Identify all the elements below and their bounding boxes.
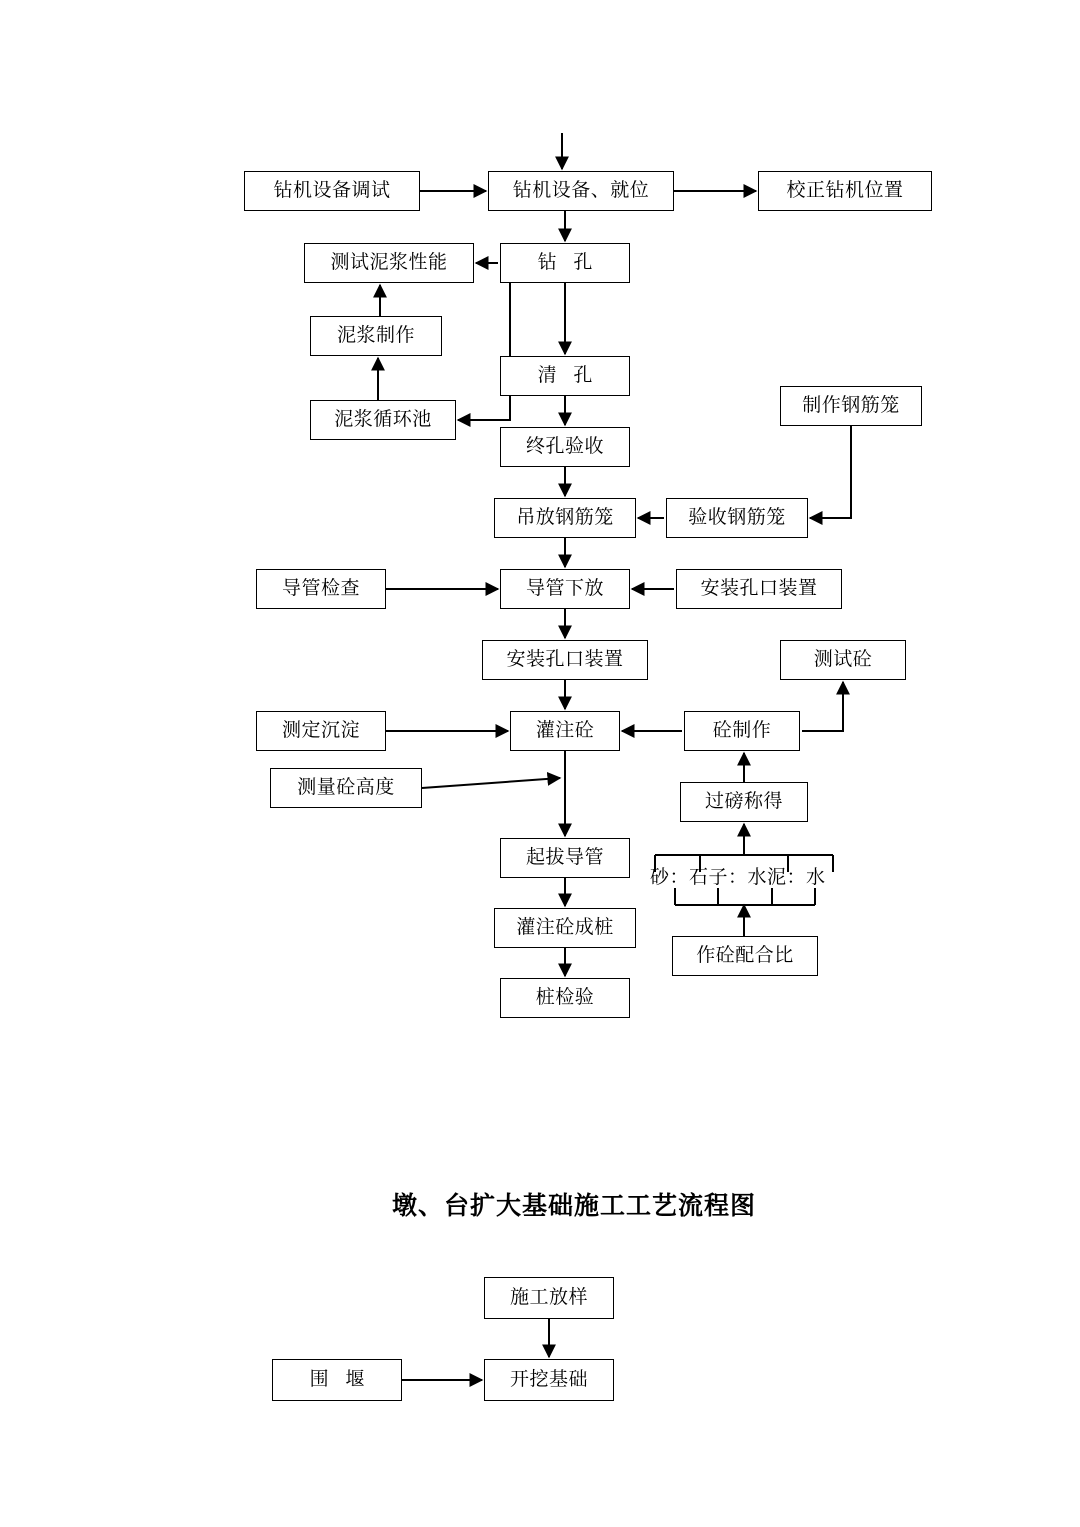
flow-node-pile-inspection[interactable] xyxy=(500,978,630,1018)
flow-node-measure-concrete-height[interactable] xyxy=(270,768,422,808)
flow-node-label: 安装孔口装置 xyxy=(700,577,818,599)
flow-node-hole-cleaning[interactable] xyxy=(500,356,630,396)
flow-node-label: 钻 孔 xyxy=(537,251,599,273)
flow-node-pour-concrete[interactable] xyxy=(510,711,620,751)
flow-node-label: 钻机设备、就位 xyxy=(512,179,650,201)
flow-node-label: 验收钢筋笼 xyxy=(688,506,786,528)
flow-node-test-mud-performance[interactable] xyxy=(304,243,474,283)
flow-node-pour-concrete-pile[interactable] xyxy=(494,908,636,948)
flow-node-label: 吊放钢筋笼 xyxy=(516,506,614,528)
flow-node-label: 校正钻机位置 xyxy=(786,179,904,201)
flow-node-label: 导管下放 xyxy=(525,577,604,599)
flow-node-accept-rebar-cage[interactable] xyxy=(666,498,808,538)
flow-node-label: 钻机设备调试 xyxy=(273,179,391,201)
flow-node-conduit-lowering[interactable] xyxy=(500,569,630,609)
flow-node-make-rebar-cage[interactable] xyxy=(780,386,922,426)
flow-node-excavate-foundation[interactable] xyxy=(484,1359,614,1401)
flow-node-concrete-mix-design[interactable] xyxy=(672,936,818,976)
flow-node-conduit-inspection[interactable] xyxy=(256,569,386,609)
flow-node-label: 施工放样 xyxy=(509,1286,588,1308)
flow-node-label: 桩检验 xyxy=(535,986,595,1008)
flow-node-install-orifice-device-right[interactable] xyxy=(676,569,842,609)
flow-node-label: 砼制作 xyxy=(712,719,772,741)
flow-node-label: 测定沉淀 xyxy=(281,719,360,741)
flow-node-mud-preparation[interactable] xyxy=(310,316,442,356)
flow-node-final-hole-acceptance[interactable] xyxy=(500,427,630,467)
flow-node-drilling[interactable] xyxy=(500,243,630,283)
flow-node-label: 清 孔 xyxy=(537,364,599,386)
section-title: 墩、台扩大基础施工工艺流程图 xyxy=(392,1192,757,1220)
flow-node-label: 开挖基础 xyxy=(509,1368,588,1390)
flow-node-label: 灌注砼 xyxy=(535,719,595,741)
flow-node-label: 起拔导管 xyxy=(525,846,604,868)
flow-node-lower-rebar-cage[interactable] xyxy=(494,498,636,538)
flow-node-concrete-production[interactable] xyxy=(684,711,800,751)
flow-node-label: 测试砼 xyxy=(813,648,873,670)
flow-node-pull-out-conduit[interactable] xyxy=(500,838,630,878)
flow-node-weighing[interactable] xyxy=(680,782,808,822)
flow-node-construction-setting-out[interactable] xyxy=(484,1277,614,1319)
flow-node-label: 安装孔口装置 xyxy=(506,648,624,670)
flow-node-label: 过磅称得 xyxy=(704,790,783,812)
flow-node-label: 测量砼高度 xyxy=(297,776,395,798)
flow-node-label: 灌注砼成桩 xyxy=(516,916,614,938)
flow-node-install-orifice-device-center[interactable] xyxy=(482,640,648,680)
flow-node-label: 终孔验收 xyxy=(525,435,604,457)
flow-node-label: 泥浆制作 xyxy=(336,324,415,346)
flow-node-label: 泥浆循环池 xyxy=(334,408,432,430)
flow-node-label: 围 堰 xyxy=(309,1368,371,1390)
flow-node-mud-circulation-pool[interactable] xyxy=(310,400,456,440)
flow-node-measure-sediment[interactable] xyxy=(256,711,386,751)
flow-node-drill-equipment-debug[interactable] xyxy=(244,171,420,211)
mix-ratio-label: 砂：石子：水泥：水 xyxy=(650,867,826,888)
flow-node-test-concrete[interactable] xyxy=(780,640,906,680)
flow-node-label: 作砼配合比 xyxy=(696,944,794,966)
flow-node-label: 导管检查 xyxy=(281,577,360,599)
flow-node-cofferdam[interactable] xyxy=(272,1359,402,1401)
flow-node-correct-drill-position[interactable] xyxy=(758,171,932,211)
flow-node-label: 制作钢筋笼 xyxy=(802,394,900,416)
flow-node-drill-equipment-position[interactable] xyxy=(488,171,674,211)
flow-node-label: 测试泥浆性能 xyxy=(330,251,448,273)
